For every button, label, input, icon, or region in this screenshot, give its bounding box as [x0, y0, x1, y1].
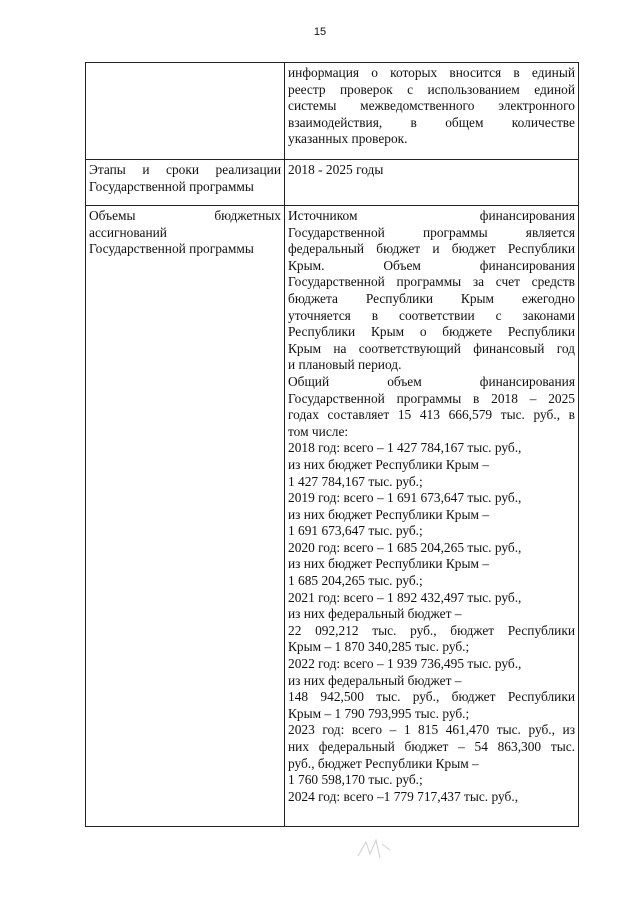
page-number: 15 — [313, 26, 327, 38]
text-line: из них бюджет Республики Крым – — [288, 506, 490, 522]
program-passport-table — [85, 62, 579, 827]
text-line: 2018 год: всего – 1 427 784,167 тыс. руб., — [288, 440, 522, 456]
text-line: из них бюджет Республики Крым – — [288, 456, 490, 472]
text-line: руб., бюджет Республики Крым – — [288, 755, 479, 771]
text-line: 2022 год: всего – 1 939 736,495 тыс. руб., — [288, 656, 522, 672]
text-line: 2021 год: всего – 1 892 432,497 тыс. руб., — [288, 589, 522, 605]
text-line: 1 760 598,170 тыс. руб.; — [288, 772, 423, 788]
text-line: из них бюджет Республики Крым – — [288, 556, 490, 572]
text-line: Государственной программы — [89, 241, 254, 257]
table-row — [86, 63, 579, 160]
text-line: федеральный бюджет и бюджет Республики — [288, 241, 575, 257]
text-line: указанных проверок. — [288, 131, 408, 147]
text-line: бюджета Республики Крым ежегодно — [288, 290, 575, 306]
text-line: реестр проверок с использованием единой — [288, 81, 575, 97]
text-line: Крым на соответствующий финансовый год — [288, 340, 575, 356]
text-line: Крым – 1 870 340,285 тыс. руб.; — [288, 639, 470, 655]
table-cell-budget-label — [86, 206, 285, 827]
table-cell-empty — [86, 63, 285, 160]
table-cell-stages-label — [86, 160, 285, 206]
text-line: 1 691 673,647 тыс. руб.; — [288, 523, 423, 539]
text-line: 1 427 784,167 тыс. руб.; — [288, 473, 423, 489]
text-line: взаимодействия, в общем количестве — [288, 114, 575, 130]
table-row — [86, 206, 579, 827]
text-line: из них федеральный бюджет – — [288, 672, 462, 688]
text-line: Государственной программы является — [288, 224, 575, 240]
text-line: и плановый период. — [288, 357, 402, 373]
text-line: Государственной программы в 2018 – 2025 — [288, 390, 575, 406]
text-line: ассигнований — [89, 224, 167, 240]
text-line: Государственной программы — [89, 178, 254, 194]
text-line: том числе: — [288, 423, 349, 439]
text-line: информация о которых вносится в единый — [288, 65, 575, 80]
text-line: из них федеральный бюджет – — [288, 606, 462, 622]
text-line: годах составляет 15 413 666,579 тыс. руб., в — [288, 407, 575, 423]
faint-stamp-mark — [354, 836, 394, 862]
text-line: 2020 год: всего – 1 685 204,265 тыс. руб., — [288, 539, 522, 555]
text-line: Крым. Объем финансирования — [288, 257, 575, 273]
text-line: 2018 - 2025 годы — [288, 162, 384, 177]
text-line: Республики Крым о бюджете Республики — [288, 324, 575, 340]
text-line: 2019 год: всего – 1 691 673,647 тыс. руб., — [288, 490, 522, 506]
table-cell-inspections-text — [285, 63, 579, 160]
text-line: 1 685 204,265 тыс. руб.; — [288, 573, 423, 589]
text-line: уточняется в соответствии с законами — [288, 307, 575, 323]
text-line: Источником финансирования — [288, 208, 575, 223]
text-line: Этапы и сроки реализации — [89, 162, 281, 177]
text-line: Объемы бюджетных — [89, 208, 281, 223]
text-line: Государственной программы за счет средств — [288, 274, 575, 290]
text-line: системы межведомственного электронного — [288, 98, 575, 114]
text-line: них федеральный бюджет – 54 863,300 тыс. — [288, 739, 575, 754]
table-row — [86, 160, 579, 206]
text-line: Общий объем финансирования — [288, 373, 575, 389]
text-line: 2023 год: всего – 1 815 461,470 тыс. руб., из — [288, 722, 575, 738]
text-line: 148 942,500 тыс. руб., бюджет Республики — [288, 689, 575, 705]
text-line: Крым – 1 790 793,995 тыс. руб.; — [288, 705, 470, 721]
table-cell-budget-value — [285, 206, 579, 827]
text-line: 2024 год: всего –1 779 717,437 тыс. руб., — [288, 788, 519, 804]
text-line: 22 092,212 тыс. руб., бюджет Республики — [288, 622, 575, 638]
table-cell-stages-value — [285, 160, 579, 206]
